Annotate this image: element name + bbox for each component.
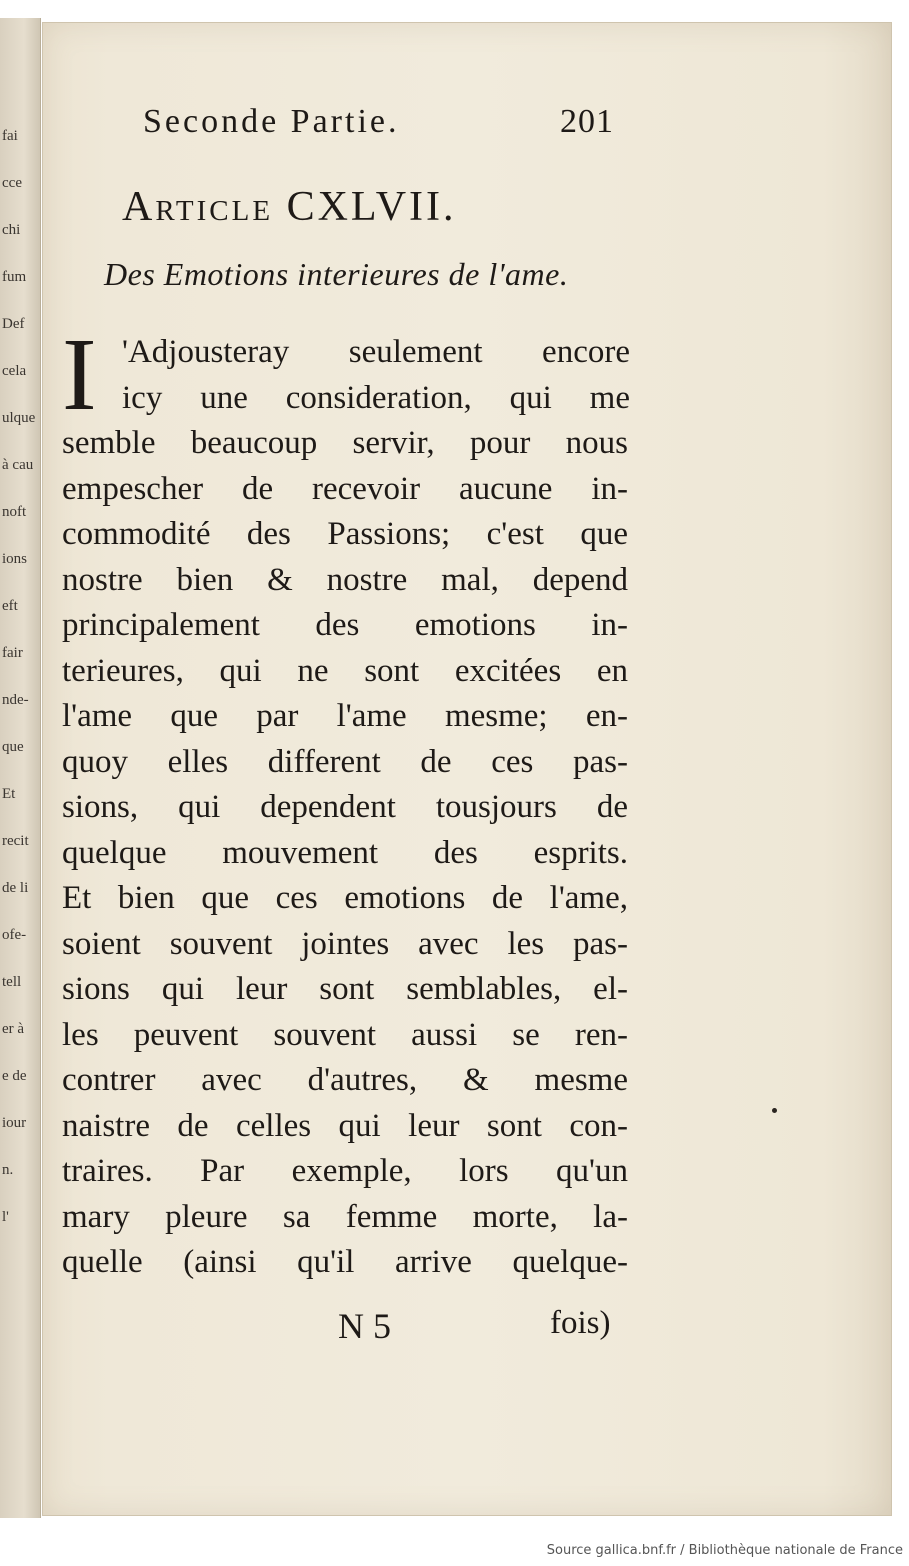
edge-fragment: chi	[2, 222, 21, 238]
text-line: icy une consideration, qui me	[122, 379, 630, 416]
edge-fragment: fai	[2, 128, 18, 144]
edge-fragment: er à	[2, 1021, 25, 1037]
edge-fragment: que	[2, 739, 24, 755]
source-credit: Source gallica.bnf.fr / Bibliothèque nationale de France	[546, 1543, 903, 1558]
text-line: soient souvent jointes avec les pas-	[62, 925, 628, 962]
running-head: Seconde Partie.	[143, 103, 400, 140]
text-line: terieures, qui ne sont excitées en	[62, 652, 628, 689]
text-line: sions, qui dependent tousjours de	[62, 789, 628, 825]
edge-fragment: Def	[2, 316, 25, 332]
edge-fragment: recit	[2, 833, 29, 849]
text-line: empescher de recevoir aucune in-	[62, 470, 628, 507]
edge-fragment: ions	[2, 551, 28, 567]
text-line: quelle (ainsi qu'il arrive quelque-	[62, 1244, 628, 1280]
edge-fragment: ulque	[2, 410, 36, 426]
edge-fragment: à cau	[2, 457, 34, 473]
edge-fragment: fum	[2, 269, 27, 285]
edge-fragment: nde-	[2, 692, 29, 708]
article-heading: Article CXLVII.	[122, 184, 457, 230]
text-line: semble beaucoup servir, pour nous	[62, 425, 628, 461]
edge-fragment: eft	[2, 598, 18, 614]
edge-fragment: e de	[2, 1068, 27, 1084]
text-line: commodité des Passions; c'est que	[62, 516, 628, 552]
signature-mark: N 5	[338, 1306, 391, 1346]
text-line: naistre de celles qui leur sont con-	[62, 1107, 628, 1144]
text-line: sions qui leur sont semblables, el-	[62, 971, 628, 1007]
edge-fragment: tell	[2, 974, 22, 990]
page-number: 201	[560, 103, 614, 140]
drop-cap-initial: I	[62, 317, 97, 432]
edge-fragment: iour	[2, 1115, 27, 1131]
text-line: quoy elles different de ces pas-	[62, 743, 628, 780]
text-line: principalement des emotions in-	[62, 607, 628, 643]
article-title: Des Emotions interieures de l'ame.	[104, 256, 569, 292]
edge-fragment: ofe-	[2, 927, 27, 943]
text-line: quelque mouvement des esprits.	[62, 834, 628, 871]
catchword: fois)	[550, 1305, 611, 1341]
edge-fragment: cela	[2, 363, 27, 379]
edge-fragment: noft	[2, 504, 27, 520]
edge-fragment: n.	[2, 1162, 14, 1178]
edge-fragment: l'	[2, 1209, 9, 1225]
edge-fragment: de li	[2, 880, 29, 896]
edge-fragment: Et	[2, 786, 16, 802]
edge-fragment: fair	[2, 645, 23, 661]
previous-page-edge	[0, 18, 41, 1518]
text-line: 'Adjousteray seulement encore	[122, 334, 630, 370]
text-line: contrer avec d'autres, & mesme	[62, 1062, 628, 1098]
text-line: les peuvent souvent aussi se ren-	[62, 1016, 628, 1053]
text-line: nostre bien & nostre mal, depend	[62, 561, 628, 598]
edge-fragment: cce	[2, 175, 22, 191]
text-line: traires. Par exemple, lors qu'un	[62, 1153, 628, 1189]
paper-speck	[772, 1108, 777, 1113]
text-line: Et bien que ces emotions de l'ame,	[62, 880, 628, 916]
source-footer	[0, 1536, 909, 1566]
text-line: l'ame que par l'ame mesme; en-	[62, 698, 628, 734]
text-line: mary pleure sa femme morte, la-	[62, 1198, 628, 1235]
